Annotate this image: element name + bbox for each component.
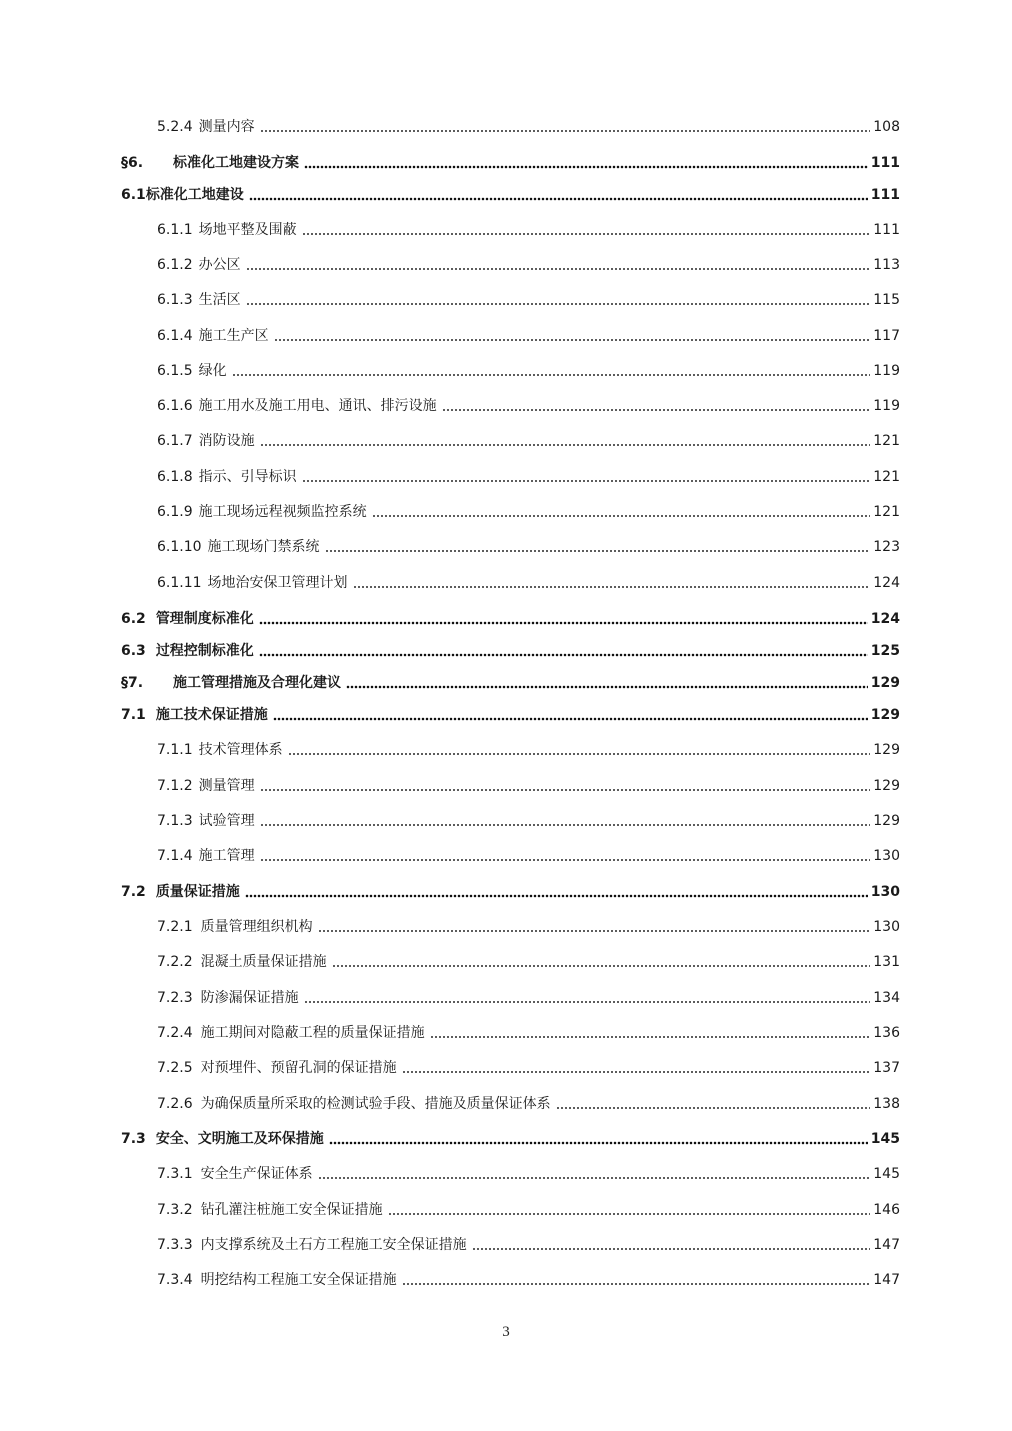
toc-entry[interactable]: [0, 737, 1012, 763]
toc-entry-title: 钻孔灌注桩施工安全保证措施: [200, 1202, 383, 1218]
toc-entry-number: 6.1.4: [157, 328, 193, 344]
toc-entry-title: 测量管理: [198, 778, 255, 794]
toc-entry-number: 6.1.11: [157, 575, 202, 591]
toc-entry-title: 办公区: [198, 257, 241, 273]
toc-entry-page: 145: [870, 1131, 900, 1147]
toc-entry-number: 6.1.6: [157, 398, 193, 414]
toc-entry-number: 7.2.4: [157, 1025, 193, 1041]
toc-entry-page: 121: [873, 469, 900, 485]
toc-entry[interactable]: [0, 534, 1012, 560]
toc-entry-number: 7.3.4: [157, 1272, 193, 1288]
toc-entry-page: 131: [873, 954, 900, 970]
dot-leader: [304, 165, 868, 169]
toc-entry-page: 111: [870, 187, 900, 203]
dot-leader: [288, 752, 871, 756]
toc-entry-page: 129: [873, 742, 900, 758]
toc-entry-number: 7.2.1: [157, 919, 193, 935]
dot-leader: [442, 408, 871, 412]
toc-entry-title: 试验管理: [198, 813, 255, 829]
toc-entry-title: 质量管理组织机构: [200, 919, 313, 935]
dot-leader: [318, 1176, 871, 1180]
toc-entry-number: 7.2: [121, 884, 146, 900]
toc-entry-page: 130: [873, 848, 900, 864]
toc-entry-page: 124: [873, 575, 900, 591]
toc-entry-number: 6.1.3: [157, 292, 193, 308]
toc-entry-title: 指示、引导标识: [198, 469, 297, 485]
toc-entry[interactable]: [0, 843, 1012, 869]
toc-entry-number: 7.3.3: [157, 1237, 193, 1253]
toc-entry-page: 121: [873, 504, 900, 520]
toc-entry-number: 6.1.9: [157, 504, 193, 520]
dot-leader: [260, 823, 871, 827]
toc-entry-page: 113: [873, 257, 900, 273]
toc-entry-page: 121: [873, 433, 900, 449]
toc-entry-number: 7.1: [121, 707, 146, 723]
toc-entry[interactable]: [0, 358, 1012, 384]
toc-entry-title: 质量保证措施: [155, 884, 240, 900]
toc-entry-page: 125: [870, 643, 900, 659]
dot-leader: [232, 373, 871, 377]
dot-leader: [372, 514, 871, 518]
toc-section-entry[interactable]: [0, 638, 1012, 664]
toc-entry-page: 147: [873, 1272, 900, 1288]
toc-entry[interactable]: [0, 428, 1012, 454]
toc-entry-page: 123: [873, 539, 900, 555]
dot-leader: [472, 1247, 871, 1251]
dot-leader: [332, 964, 871, 968]
toc-entry-page: 146: [873, 1202, 900, 1218]
dot-leader: [353, 585, 871, 589]
dot-leader: [402, 1282, 871, 1286]
toc-entry-page: 134: [873, 990, 900, 1006]
toc-entry-number: 7.2.5: [157, 1060, 193, 1076]
dot-leader: [302, 232, 871, 236]
dot-leader: [274, 338, 871, 342]
toc-entry[interactable]: [0, 570, 1012, 596]
toc-entry[interactable]: [0, 985, 1012, 1011]
dot-leader: [260, 443, 871, 447]
toc-entry-title: 绿化: [198, 363, 227, 379]
toc-entry-number: 6.1.7: [157, 433, 193, 449]
toc-entry[interactable]: [0, 1055, 1012, 1081]
toc-entry-page: 115: [873, 292, 900, 308]
toc-entry-page: 136: [873, 1025, 900, 1041]
toc-entry-page: 111: [873, 222, 900, 238]
toc-entry-page: 129: [870, 675, 900, 691]
dot-leader: [402, 1070, 871, 1074]
toc-entry-number: 7.2.6: [157, 1096, 193, 1112]
dot-leader: [273, 717, 868, 721]
toc-entry-page: 111: [870, 155, 900, 171]
toc-entry-title: 明挖结构工程施工安全保证措施: [200, 1272, 397, 1288]
toc-entry[interactable]: [0, 914, 1012, 940]
dot-leader: [245, 894, 868, 898]
toc-entry-number: 6.3: [121, 643, 146, 659]
toc-entry-page: 108: [873, 119, 900, 135]
toc-entry-title: 标准化工地建设方案: [173, 155, 299, 171]
toc-section-entry[interactable]: [0, 606, 1012, 632]
toc-entry-page: 129: [873, 813, 900, 829]
dot-leader: [325, 549, 871, 553]
toc-entry-number: 6.1.10: [157, 539, 202, 555]
toc-entry[interactable]: [0, 773, 1012, 799]
toc-entry[interactable]: [0, 1161, 1012, 1187]
toc-entry[interactable]: [0, 287, 1012, 313]
toc-entry-title: 标准化工地建设: [145, 187, 244, 203]
dot-leader: [302, 479, 871, 483]
dot-leader: [259, 621, 868, 625]
toc-entry-title: 施工技术保证措施: [155, 707, 268, 723]
page-number: 3: [502, 1324, 510, 1340]
toc-entry-title: 场地平整及围蔽: [198, 222, 297, 238]
dot-leader: [260, 788, 871, 792]
toc-entry-title: 施工管理措施及合理化建议: [173, 675, 341, 691]
dot-leader: [260, 858, 871, 862]
toc-entry[interactable]: [0, 323, 1012, 349]
toc-entry-number: §7.: [121, 675, 144, 691]
toc-entry-title: 场地治安保卫管理计划: [207, 575, 348, 591]
toc-entry-page: 130: [873, 919, 900, 935]
toc-entry-title: 防渗漏保证措施: [200, 990, 299, 1006]
toc-entry-title: 施工期间对隐蔽工程的质量保证措施: [200, 1025, 425, 1041]
dot-leader: [318, 929, 871, 933]
dot-leader: [388, 1212, 871, 1216]
dot-leader: [260, 129, 871, 133]
toc-entry-number: 6.2: [121, 611, 146, 627]
dot-leader: [246, 302, 871, 306]
toc-entry[interactable]: [0, 1197, 1012, 1223]
toc-entry-title: 内支撑系统及土石方工程施工安全保证措施: [200, 1237, 467, 1253]
toc-entry-number: 7.3: [121, 1131, 146, 1147]
toc-entry-page: 138: [873, 1096, 900, 1112]
dot-leader: [346, 685, 868, 689]
toc-entry-title: 生活区: [198, 292, 241, 308]
toc-entry-number: 7.3.2: [157, 1202, 193, 1218]
toc-entry-title: 管理制度标准化: [155, 611, 254, 627]
toc-entry-title: 技术管理体系: [198, 742, 283, 758]
toc-entry-page: 119: [873, 363, 900, 379]
toc-entry-number: 7.1.3: [157, 813, 193, 829]
toc-section-entry[interactable]: [0, 182, 1012, 208]
dot-leader: [329, 1141, 868, 1145]
toc-entry-number: 5.2.4: [157, 119, 193, 135]
toc-entry-number: 7.2.2: [157, 954, 193, 970]
toc-entry-number: 6.1: [121, 187, 146, 203]
toc-entry-title: 施工现场门禁系统: [207, 539, 320, 555]
toc-section-entry[interactable]: [0, 702, 1012, 728]
toc-entry-page: 130: [870, 884, 900, 900]
toc-entry-title: 混凝土质量保证措施: [200, 954, 327, 970]
toc-entry-number: 6.1.2: [157, 257, 193, 273]
dot-leader: [556, 1106, 871, 1110]
toc-chapter-entry[interactable]: [0, 670, 1012, 696]
toc-entry-title: 安全、文明施工及环保措施: [155, 1131, 324, 1147]
dot-leader: [246, 267, 871, 271]
toc-entry-page: 145: [873, 1166, 900, 1182]
toc-entry-title: 施工管理: [198, 848, 255, 864]
toc-entry[interactable]: [0, 114, 1012, 140]
toc-entry-page: 124: [870, 611, 900, 627]
toc-entry-number: 6.1.8: [157, 469, 193, 485]
toc-entry-number: 7.2.3: [157, 990, 193, 1006]
toc-entry[interactable]: [0, 1267, 1012, 1293]
toc-entry-title: 过程控制标准化: [155, 643, 254, 659]
toc-entry-number: 6.1.5: [157, 363, 193, 379]
toc-entry-page: 129: [870, 707, 900, 723]
toc-entry-title: 测量内容: [198, 119, 255, 135]
toc-section-entry[interactable]: [0, 879, 1012, 905]
toc-entry-title: 施工生产区: [198, 328, 269, 344]
dot-leader: [430, 1035, 871, 1039]
toc-entry-title: 对预埋件、预留孔洞的保证措施: [200, 1060, 397, 1076]
toc-entry-title: 施工现场远程视频监控系统: [198, 504, 367, 520]
toc-entry[interactable]: [0, 499, 1012, 525]
toc-entry-page: 119: [873, 398, 900, 414]
toc-entry-title: 为确保质量所采取的检测试验手段、措施及质量保证体系: [200, 1096, 551, 1112]
toc-entry[interactable]: [0, 464, 1012, 490]
toc-entry-number: 7.1.2: [157, 778, 193, 794]
toc-entry[interactable]: [0, 1091, 1012, 1117]
toc-entry[interactable]: [0, 217, 1012, 243]
toc-entry-number: 7.1.4: [157, 848, 193, 864]
toc-entry-title: 施工用水及施工用电、通讯、排污设施: [198, 398, 437, 414]
toc-entry[interactable]: [0, 1020, 1012, 1046]
toc-chapter-entry[interactable]: [0, 150, 1012, 176]
toc-entry-page: 147: [873, 1237, 900, 1253]
toc-entry-title: 消防设施: [198, 433, 255, 449]
toc-entry[interactable]: [0, 252, 1012, 278]
toc-entry[interactable]: [0, 949, 1012, 975]
dot-leader: [304, 1000, 871, 1004]
dot-leader: [259, 653, 868, 657]
toc-entry-page: 137: [873, 1060, 900, 1076]
toc-entry-page: 129: [873, 778, 900, 794]
toc-entry-number: 7.1.1: [157, 742, 193, 758]
toc-entry-number: 6.1.1: [157, 222, 193, 238]
toc-entry[interactable]: [0, 393, 1012, 419]
toc-section-entry[interactable]: [0, 1126, 1012, 1152]
toc-entry-number: §6.: [121, 155, 144, 171]
toc-entry[interactable]: [0, 808, 1012, 834]
dot-leader: [249, 197, 868, 201]
toc-entry-title: 安全生产保证体系: [200, 1166, 313, 1182]
toc-entry-page: 117: [873, 328, 900, 344]
toc-entry-number: 7.3.1: [157, 1166, 193, 1182]
toc-entry[interactable]: [0, 1232, 1012, 1258]
